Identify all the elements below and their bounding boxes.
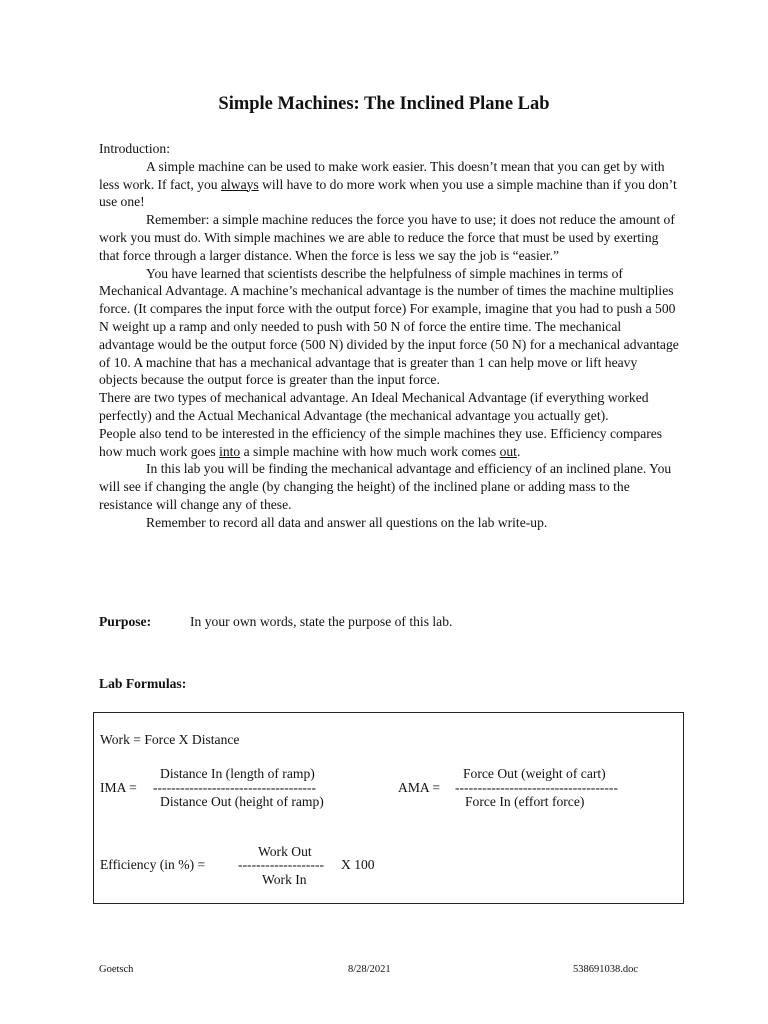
intro-paragraph-4: There are two types of mechanical advantage. An Ideal Mechanical Advantage (if everything worked perfectly) and the Actual Mechanical Advantage (the mechanical advantage you actually get). [99,390,649,423]
intro-heading: Introduction: [99,141,170,156]
work-formula: Work = Force X Distance [100,732,240,747]
ama-denominator: Force In (effort force) [465,794,585,809]
ima-numerator: Distance In (length of ramp) [160,766,315,781]
lab-formulas-heading: Lab Formulas: [99,676,187,691]
ima-label: IMA = [100,780,137,795]
intro-paragraph-5: People also tend to be interested in the efficiency of the simple machines they use. Efficiency compares how much work goes into a simple machine with how much work comes out. [99,425,663,459]
efficiency-multiplier: X 100 [341,857,375,872]
footer-date: 8/28/2021 [348,964,391,975]
purpose-text: In your own words, state the purpose of this lab. [190,614,453,629]
intro-paragraph-3: You have learned that scientists describe the helpfulness of simple machines in terms of Mechanical Advantage. A machine’s mechanical advantage is the number of times the machine multiplies force. (It compares the input force with the output force) For example, imagine that you had to push a 500 N weight up a ramp and only needed to push with 50 N of force the entire time. The mechanical advantage would be the output force (500 N) divided by the input force (50 N) for a mechanical advantage of 10. A machine that has a mechanical advantage that is greater than 1 can help move or lift heavy objects because the output force is greater than the input force. [99,265,679,388]
introduction-section [99,140,679,532]
footer-filename: 538691038.doc [573,964,639,975]
document-title: Simple Machines: The Inclined Plane Lab [218,94,550,114]
purpose-label: Purpose: [99,614,152,629]
intro-paragraph-7: Remember to record all data and answer all questions on the lab write-up. [146,514,548,530]
formulas-box [93,712,684,904]
efficiency-fraction-line: ------------------- [238,857,325,872]
ama-numerator: Force Out (weight of cart) [463,766,606,781]
footer-author: Goetsch [99,964,134,975]
intro-paragraph-2: Remember: a simple machine reduces the force you have to use; it does not reduce the amount of work you must do. With simple machines we are able to reduce the force that must be used by exerting that force through a larger distance. When the force is less we say the job is “easier.” [99,212,675,263]
intro-paragraph-1: A simple machine can be used to make work easier. This doesn’t mean that you can get by with less work. If fact, you always will have to do more work when you use a simple machine than if you don’t use one! [99,158,677,210]
ama-label: AMA = [398,780,441,795]
purpose-section [99,613,679,631]
efficiency-label: Efficiency (in %) = [100,857,206,872]
ima-denominator: Distance Out (height of ramp) [160,794,324,809]
efficiency-denominator: Work In [262,872,307,887]
ama-fraction-line: ------------------------------------ [455,780,618,795]
efficiency-numerator: Work Out [258,844,312,859]
intro-paragraph-6: In this lab you will be finding the mechanical advantage and efficiency of an inclined plane. You will see if changing the angle (by changing the height) of the inclined plane or adding mass to the resistance will change any of these. [99,461,672,512]
ima-fraction-line: ------------------------------------ [153,780,316,795]
